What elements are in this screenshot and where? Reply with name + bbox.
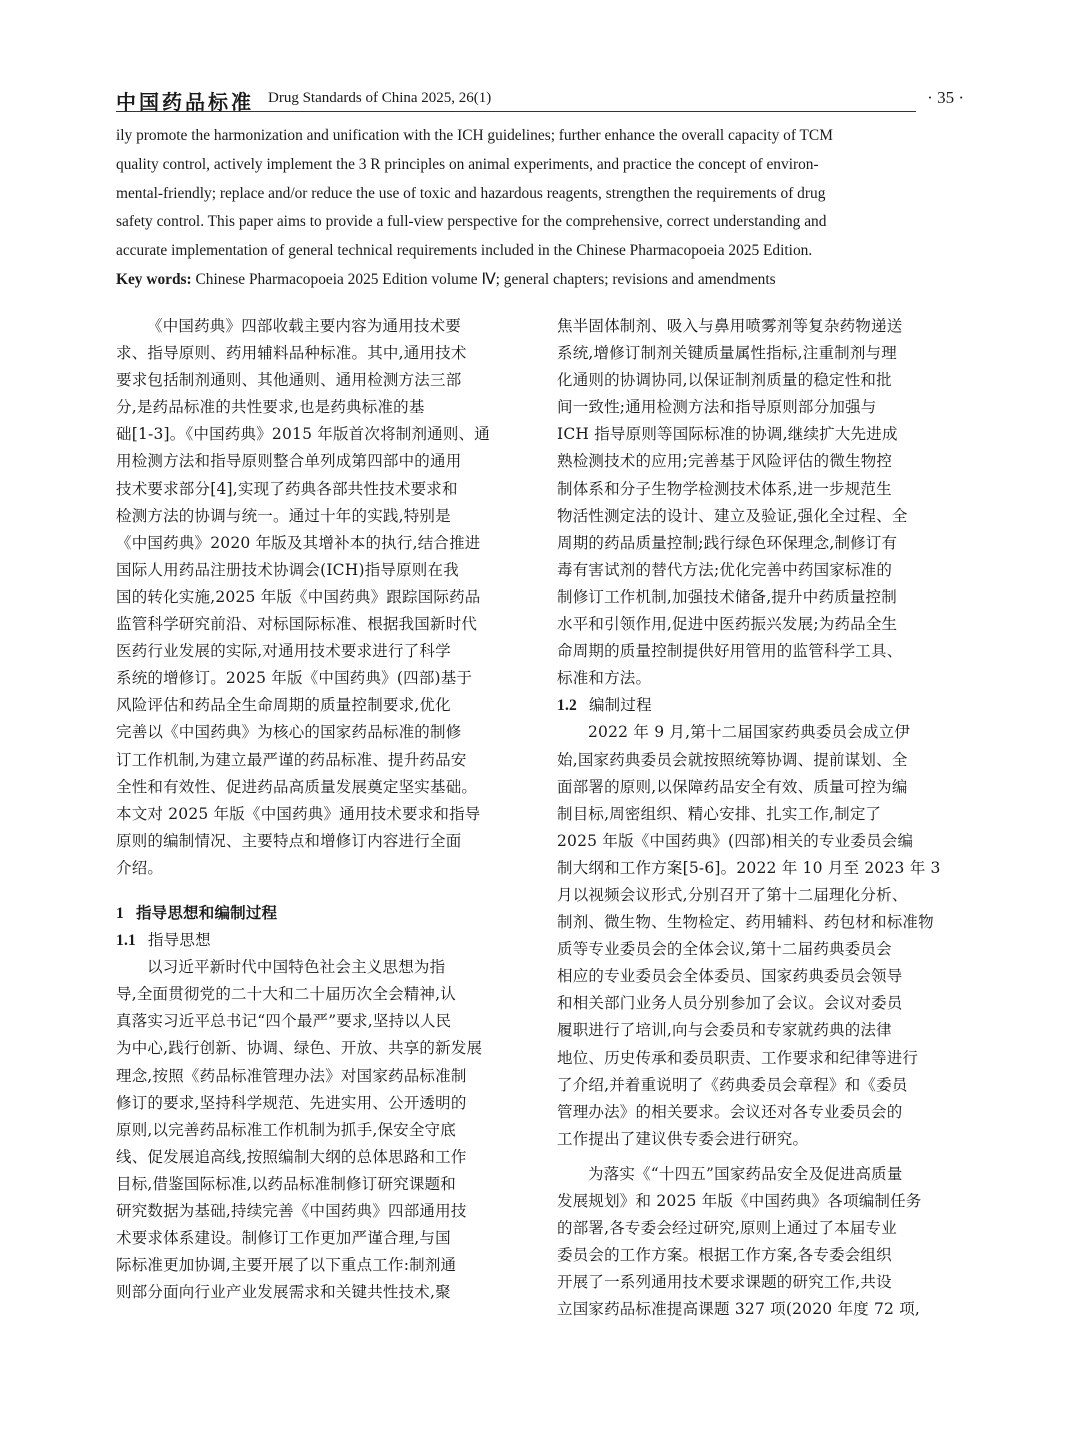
text-line: 2022 年 9 月,第十二届国家药典委员会成立伊 <box>588 723 911 742</box>
text-line: 础[1-3]。《中国药典》2015 年版首次将制剂通则、通 <box>116 425 490 444</box>
abstract-line: mental-friendly; replace and/or reduce the use of toxic and hazardous reagents, strengthen the requirements of drug <box>116 184 826 202</box>
text-line: 以习近平新时代中国特色社会主义思想为指 <box>147 958 446 977</box>
text-line: 始,国家药典委员会就按照统筹协调、提前谋划、全 <box>557 750 908 769</box>
guiding-paragraph <box>116 954 524 1306</box>
text-line: 修订的要求,坚持科学规范、先进实用、公开透明的 <box>116 1093 467 1112</box>
text-line: 线、促发展追高线,按照编制大纲的总体思路和工作 <box>116 1147 467 1166</box>
text-line: 原则的编制情况、主要特点和增修订内容进行全面 <box>116 831 462 850</box>
text-line: 真落实习近平总书记“四个最严”要求,坚持以人民 <box>116 1012 452 1031</box>
text-line: 监管科学研究前沿、对标国际标准、根据我国新时代 <box>116 615 478 634</box>
text-line: 履职进行了培训,向与会委员和专家就药典的法律 <box>557 1021 892 1040</box>
running-header <box>116 86 964 116</box>
abstract-line: quality control, actively implement the 3 R principles on animal experiments, and practice the concept of environ- <box>116 155 819 173</box>
right-column <box>557 313 965 1323</box>
text-line: 月以视频会议形式,分别召开了第十二届理化分析、 <box>557 885 908 904</box>
text-line: 制体系和分子生物学检测技术体系,进一步规范生 <box>557 479 892 498</box>
section-1-1-heading <box>116 927 524 954</box>
text-line: 介绍。 <box>116 858 164 877</box>
text-line: 订工作机制,为建立最严谨的药品标准、提升药品安 <box>116 750 467 769</box>
text-line: 制修订工作机制,加强技术储备,提升中药质量控制 <box>557 587 897 606</box>
text-line: 用检测方法和指导原则整合单列成第四部中的通用 <box>116 452 462 471</box>
text-line: ICH 指导原则等国际标准的协调,继续扩大先进成 <box>557 425 898 444</box>
text-line: 全性和有效性、促进药品高质量发展奠定坚实基础。 <box>116 777 478 796</box>
section-number: 1.2 <box>557 697 577 715</box>
text-line: 国的转化实施,2025 年版《中国药典》跟踪国际药品 <box>116 587 481 606</box>
page-number: · 35 · <box>927 88 964 107</box>
text-line: 开展了一系列通用技术要求课题的研究工作,共设 <box>557 1273 892 1292</box>
text-line: 目标,借鉴国际标准,以药品标准制修订研究课题和 <box>116 1174 456 1193</box>
text-line: 地位、历史传承和委员职责、工作要求和纪律等进行 <box>557 1048 919 1067</box>
abstract-line: safety control. This paper aims to provide a full-view perspective for the comprehensive, correct understanding and <box>116 213 827 231</box>
text-line: 为落实《“十四五”国家药品安全及促进高质量 <box>588 1164 903 1183</box>
abstract-line: accurate implementation of general technical requirements included in the Chinese Pharmacopoeia 2025 Edition. <box>116 242 813 260</box>
text-line: 水平和引领作用,促进中医药振兴发展;为药品全生 <box>557 615 898 634</box>
section-title: 指导思想 <box>147 931 211 950</box>
text-line: 面部署的原则,以保障药品安全有效、质量可控为编 <box>557 777 908 796</box>
text-line: 医药行业发展的实际,对通用技术要求进行了科学 <box>116 642 451 661</box>
text-line: 分,是药品标准的共性要求,也是药典标准的基 <box>116 398 425 417</box>
text-line: 导,全面贯彻党的二十大和二十届历次全会精神,认 <box>116 985 456 1004</box>
keywords-line <box>116 266 966 295</box>
text-line: 术要求体系建设。制修订工作更加严谨合理,与国 <box>116 1229 451 1248</box>
text-line: 管理办法》的相关要求。会议还对各专业委员会的 <box>557 1102 903 1121</box>
continued-paragraph <box>557 313 965 692</box>
text-line: 和相关部门业务人员分别参加了会议。会议对委员 <box>557 994 903 1013</box>
text-line: 为中心,践行创新、协调、绿色、开放、共享的新发展 <box>116 1039 483 1058</box>
text-line: 研究数据为基础,持续完善《中国药典》四部通用技 <box>116 1202 467 1220</box>
text-line: 物活性测定法的设计、建立及验证,强化全过程、全 <box>557 506 908 525</box>
text-line: 求、指导原则、药用辅料品种标准。其中,通用技术 <box>116 344 467 363</box>
section-1-2-heading <box>557 692 965 719</box>
section-number: 1.1 <box>116 932 136 950</box>
text-line: 原则,以完善药品标准工作机制为抓手,保安全守底 <box>116 1120 456 1139</box>
header-rule <box>116 111 916 112</box>
text-line: 相应的专业委员会全体委员、国家药典委员会领导 <box>557 967 903 986</box>
text-line: 质等专业委员会的全体会议,第十二届药典委员会 <box>557 940 892 959</box>
text-line: 则部分面向行业产业发展需求和关键共性技术,聚 <box>116 1283 451 1302</box>
text-line: 毒有害试剂的替代方法;优化完善中药国家标准的 <box>557 560 893 579</box>
abstract-line: ily promote the harmonization and unification with the ICH guidelines; further enhance the overall capacity of TCM <box>116 127 833 144</box>
keywords-text: Chinese Pharmacopoeia 2025 Edition volume Ⅳ; general chapters; revisions and amendments <box>195 270 776 288</box>
text-line: 焦半固体制剂、吸入与鼻用喷雾剂等复杂药物递送 <box>557 317 903 335</box>
text-line: 2025 年版《中国药典》(四部)相关的专业委员会编 <box>557 831 914 850</box>
text-line: 制目标,周密组织、精心安排、扎实工作,制定了 <box>557 804 882 823</box>
text-line: 命周期的质量控制提供好用管用的监管科学工具、 <box>557 642 903 661</box>
text-line: 委员会的工作方案。根据工作方案,各专委会组织 <box>557 1246 892 1265</box>
intro-paragraph <box>116 313 524 882</box>
text-line: 了介绍,并着重说明了《药典委员会章程》和《委员 <box>557 1075 908 1094</box>
text-line: 间一致性;通用检测方法和指导原则部分加强与 <box>557 398 877 417</box>
left-column <box>116 313 524 1306</box>
text-line: 检测方法的协调与统一。通过十年的实践,特别是 <box>116 506 451 525</box>
section-1-heading <box>116 900 524 927</box>
text-line: 理念,按照《药品标准管理办法》对国家药品标准制 <box>116 1066 467 1085</box>
text-line: 《中国药典》2020 年版及其增补本的执行,结合推进 <box>116 533 481 552</box>
text-line: 制剂、微生物、生物检定、药用辅料、药包材和标准物 <box>557 913 934 932</box>
text-line: 系统的增修订。2025 年版《中国药典》(四部)基于 <box>116 669 473 688</box>
text-line: 制大纲和工作方案[5-6]。2022 年 10 月至 2023 年 3 <box>557 858 941 877</box>
journal-title-cn: 中国药品标准 <box>116 90 254 114</box>
implementation-paragraph <box>557 1161 965 1324</box>
keywords-label: Key words: <box>116 270 192 288</box>
section-title: 指导思想和编制过程 <box>135 903 278 922</box>
text-line: 周期的药品质量控制;践行绿色环保理念,制修订有 <box>557 533 898 552</box>
text-line: 本文对 2025 年版《中国药典》通用技术要求和指导 <box>116 804 481 823</box>
text-line: 的部署,各专委会经过研究,原则上通过了本届专业 <box>557 1219 897 1238</box>
text-line: 际标准更加协调,主要开展了以下重点工作:制剂通 <box>116 1256 457 1275</box>
section-title: 编制过程 <box>588 696 652 715</box>
process-paragraph <box>557 719 965 1153</box>
text-line: 完善以《中国药典》为核心的国家药品标准的制修 <box>116 723 462 742</box>
text-line: 化通则的协调协同,以保证制剂质量的稳定性和批 <box>557 371 892 390</box>
text-line: 发展规划》和 2025 年版《中国药典》各项编制任务 <box>557 1192 922 1210</box>
text-line: 《中国药典》四部收载主要内容为通用技术要 <box>147 317 462 335</box>
abstract-tail <box>116 122 966 295</box>
text-line: 要求包括制剂通则、其他通则、通用检测方法三部 <box>116 371 462 390</box>
text-line: 熟检测技术的应用;完善基于风险评估的微生物控 <box>557 452 893 471</box>
text-line: 技术要求部分[4],实现了药典各部共性技术要求和 <box>116 479 458 498</box>
spacer <box>116 882 524 900</box>
section-number: 1 <box>116 904 124 922</box>
text-line: 立国家药品标准提高课题 327 项(2020 年度 72 项, <box>557 1300 921 1319</box>
spacer <box>557 1153 965 1161</box>
text-line: 风险评估和药品全生命周期的质量控制要求,优化 <box>116 696 451 715</box>
text-line: 系统,增修订制剂关键质量属性指标,注重制剂与理 <box>557 344 897 363</box>
journal-title-en: Drug Standards of China 2025, 26(1) <box>268 90 492 106</box>
text-line: 工作提出了建议供专委会进行研究。 <box>557 1129 809 1148</box>
text-line: 国际人用药品注册技术协调会(ICH)指导原则在我 <box>116 560 459 579</box>
text-line: 标准和方法。 <box>557 669 652 688</box>
